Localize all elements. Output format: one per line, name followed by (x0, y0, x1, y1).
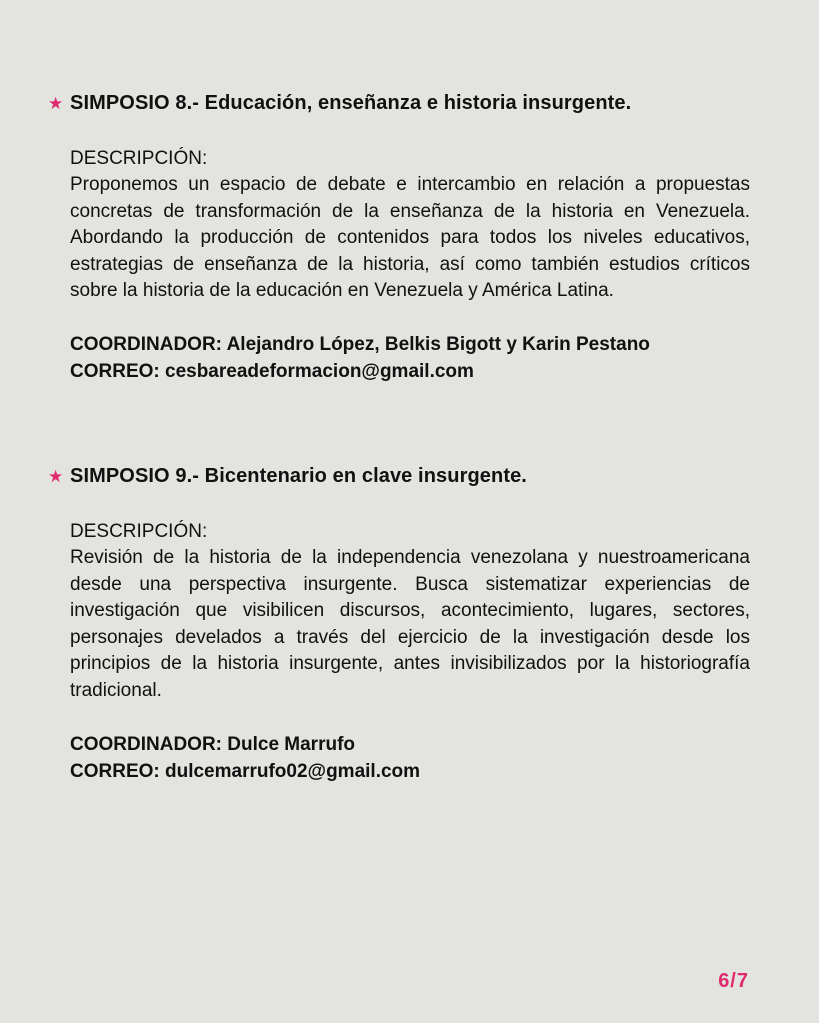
symposium-8 (48, 92, 750, 385)
star-icon: ★ (48, 467, 64, 486)
coordinator-line: COORDINADOR: Dulce Marrufo (70, 733, 356, 755)
symposium-contact (70, 331, 750, 385)
symposium-title: SIMPOSIO 8.- Educación, enseñanza e historia insurgente. (70, 92, 632, 114)
description-label: DESCRIPCIÓN: (70, 521, 208, 542)
coordinator-line: COORDINADOR: Alejandro López, Belkis Bigott y Karin Pestano (70, 333, 650, 355)
symposium-body (70, 518, 750, 785)
page-number: 6/7 (718, 970, 749, 992)
symposium-contact (70, 731, 750, 785)
star-icon: ★ (48, 94, 64, 113)
symposium-title-row (48, 92, 750, 115)
description-text: Revisión de la historia de la independencia venezolana y nuestroamericana desde una perspectiva insurgente. Busca sistematizar experiencias de investigación que visibilicen discursos, acontecimiento, lugares, sectores, personajes develados a través del ejercicio de la investigación desde los principios de la historia insurgente, antes invisibilizados por la historiografía tradicional. (70, 547, 750, 701)
description-label: DESCRIPCIÓN: (70, 148, 208, 169)
symposium-9 (48, 465, 750, 785)
description-text: Proponemos un espacio de debate e intercambio en relación a propuestas concretas de transformación de la enseñanza de la historia en Venezuela. Abordando la producción de contenidos para todos los niveles educativos, estrategias de enseñanza de la historia, así como también estudios críticos sobre la historia de la educación en Venezuela y América Latina. (70, 174, 750, 302)
email-line[interactable]: CORREO: cesbareadeformacion@gmail.com (70, 360, 474, 382)
email-line[interactable]: CORREO: dulcemarrufo02@gmail.com (70, 760, 421, 782)
symposium-title-row (48, 465, 750, 488)
symposium-body (70, 145, 750, 385)
symposium-title: SIMPOSIO 9.- Bicentenario en clave insurgente. (70, 465, 527, 487)
